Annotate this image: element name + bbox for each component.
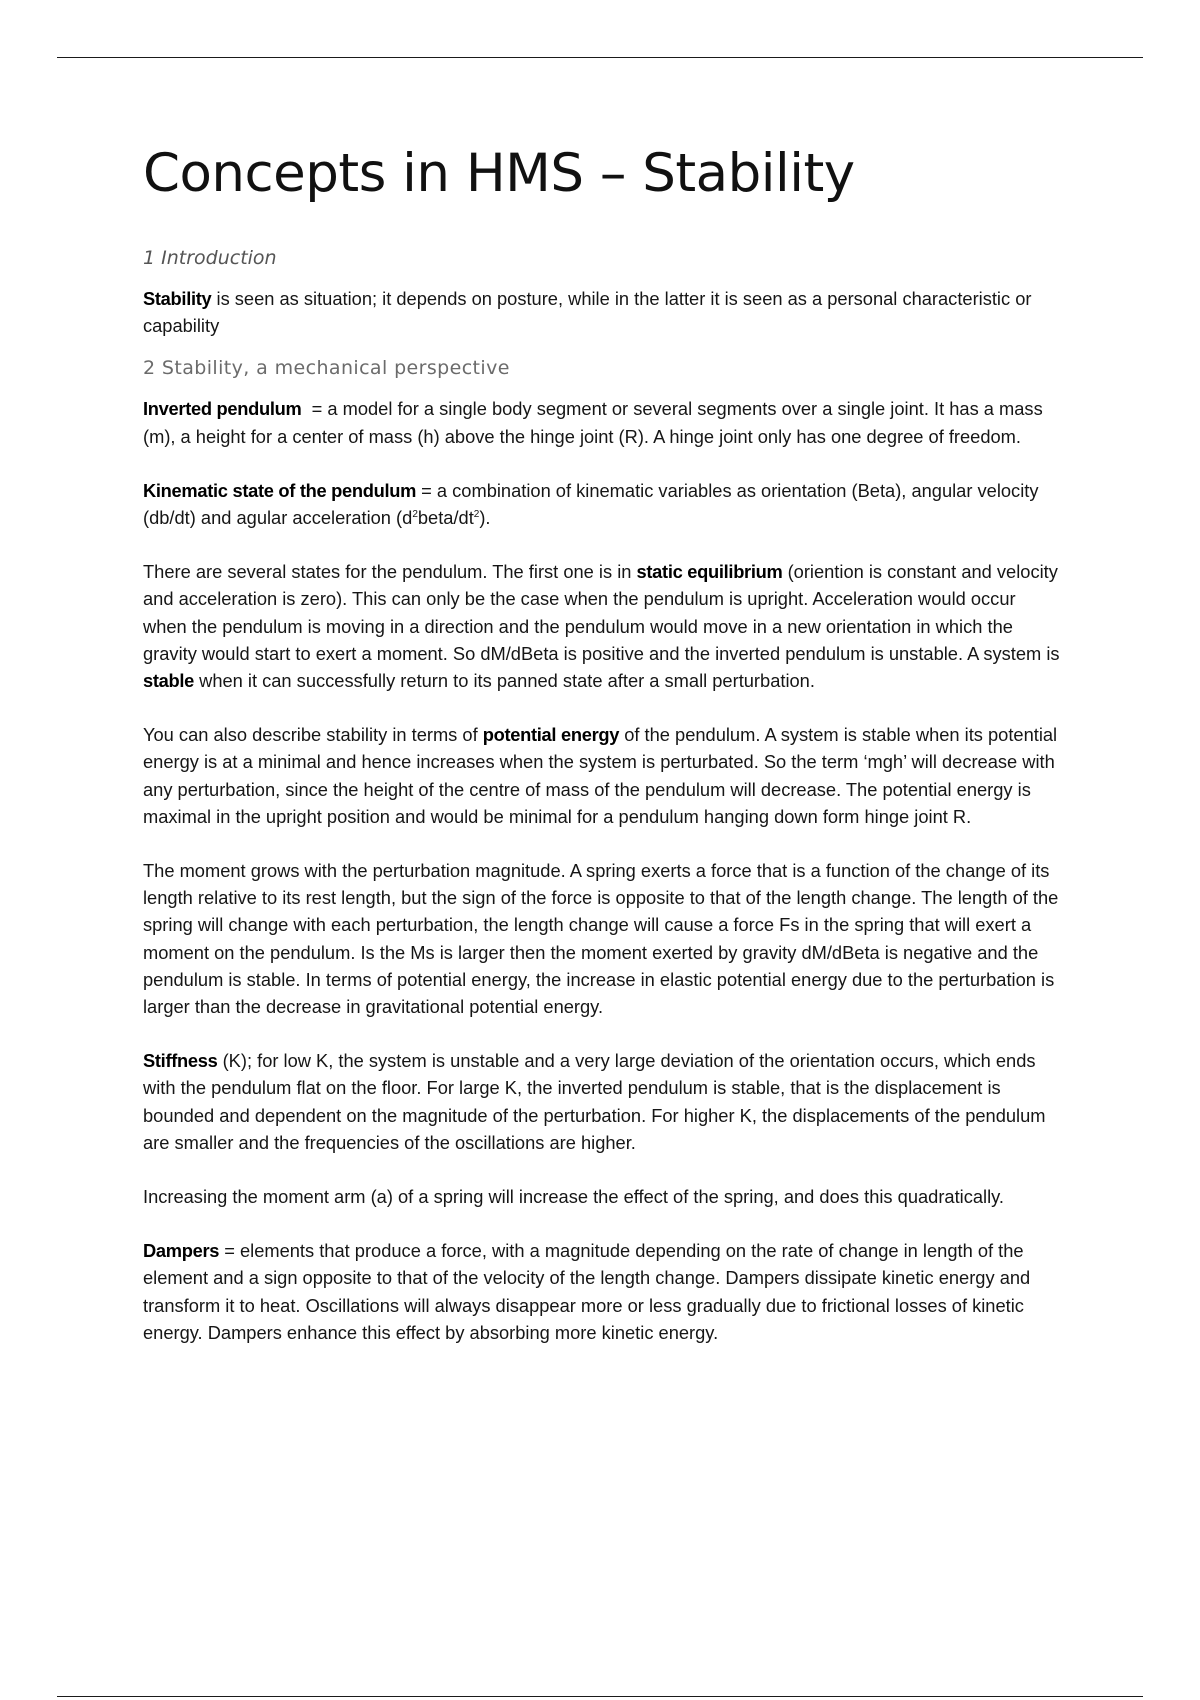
paragraph-text: = elements that produce a force, with a magnitude depending on the rate of change in length of the element and a sign opposite to that of the velocity of the length change. Dampers dissipate kinetic energy and transform it to heat. Oscillations will always disappear more or less gradually due to frictional losses of kinetic energy. Dampers enhance this effect by absorbing more kinetic energy.	[143, 1240, 1031, 1343]
section-heading-introduction: 1 Introduction	[143, 247, 277, 269]
superscript: 2	[473, 509, 480, 521]
paragraph-inverted-pendulum	[143, 395, 1063, 449]
paragraph-text: ).	[479, 507, 491, 529]
term-static-equilibrium: static equilibrium	[636, 561, 783, 583]
paragraph-text: beta/dt	[417, 507, 474, 529]
term-dampers: Dampers	[143, 1240, 220, 1262]
paragraph-stability	[143, 285, 1063, 339]
document-title: Concepts in HMS – Stability	[143, 143, 855, 204]
paragraph-text: when it can successfully return to its panned state after a small perturbation.	[194, 670, 815, 692]
term-potential-energy: potential energy	[482, 724, 620, 746]
paragraph-moment-arm: Increasing the moment arm (a) of a spring will increase the effect of the spring, and does this quadratically.	[143, 1186, 1005, 1208]
paragraph-text: = a model for a single body segment or several segments over a single joint. It has a mass (m), a height for a center of mass (h) above the hinge joint (R). A hinge joint only has one degree of freedom.	[143, 398, 1048, 447]
paragraph-pendulum-states	[143, 558, 1063, 694]
paragraph-text: There are several states for the pendulum. The first one is in	[143, 561, 637, 583]
paragraph-kinematic-state	[143, 477, 1063, 531]
term-stiffness: Stiffness	[143, 1050, 218, 1072]
section-heading-mechanical-perspective: 2 Stability, a mechanical perspective	[143, 357, 510, 380]
paragraph-text: of the pendulum. A system is stable when its potential energy is at a minimal and hence increases when the system is perturbated. So the term ‘mgh’ will decrease with any perturbation, since the height of the centre of mass of the pendulum will decrease. The potential energy is maximal in the upright position and would be minimal for a pendulum hanging down form hinge joint R.	[143, 724, 1058, 827]
term-kinematic-state: Kinematic state of the pendulum	[143, 479, 417, 501]
paragraph-text: = a combination of kinematic variables as orientation (Beta), angular velocity (db/dt) and agular acceleration (d	[143, 479, 1039, 529]
paragraph-spring-moment: The moment grows with the perturbation magnitude. A spring exerts a force that is a function of the change of its length relative to its rest length, but the sign of the force is opposite to that of the length change. The length of the spring will change with each perturbation, the length change will cause a force Fs in the spring that will exert a moment on the pendulum. Is the Ms is larger then the moment exerted by gravity dM/dBeta is negative and the pendulum is stable. In terms of potential energy, the increase in elastic potential energy due to the perturbation is larger than the decrease in gravitational potential energy.	[143, 860, 1059, 1018]
document-body	[143, 135, 1063, 1373]
paragraph-text: (K); for low K, the system is unstable and a very large deviation of the orientation occurs, which ends with the pendulum flat on the floor. For large K, the inverted pendulum is stable, that is the displacement is bounded and dependent on the magnitude of the perturbation. For higher K, the displacements of the pendulum are smaller and the frequencies of the oscillations are higher.	[143, 1050, 1046, 1153]
bottom-rule	[57, 1696, 1143, 1697]
superscript: 2	[412, 509, 418, 521]
paragraph-text: You can also describe stability in terms of	[143, 724, 483, 746]
top-rule	[57, 57, 1143, 58]
term-stability: Stability	[143, 288, 212, 309]
paragraph-dampers	[143, 1237, 1063, 1346]
term-stable: stable	[143, 670, 195, 692]
paragraph-potential-energy	[143, 721, 1063, 830]
paragraph-text: (oriention is constant and velocity and acceleration is zero). This can only be the case when the pendulum is upright. Acceleration would occur when the pendulum is moving in a direction and the pendulum would move in a new orientation in which the gravity would start to exert a moment. So dM/dBeta is positive and the inverted pendulum is unstable. A system is	[143, 561, 1060, 664]
term-inverted-pendulum: Inverted pendulum	[143, 398, 302, 420]
paragraph-stiffness	[143, 1047, 1063, 1156]
paragraph-text: is seen as situation; it depends on posture, while in the latter it is seen as a personal characteristic or capability	[143, 288, 1032, 337]
